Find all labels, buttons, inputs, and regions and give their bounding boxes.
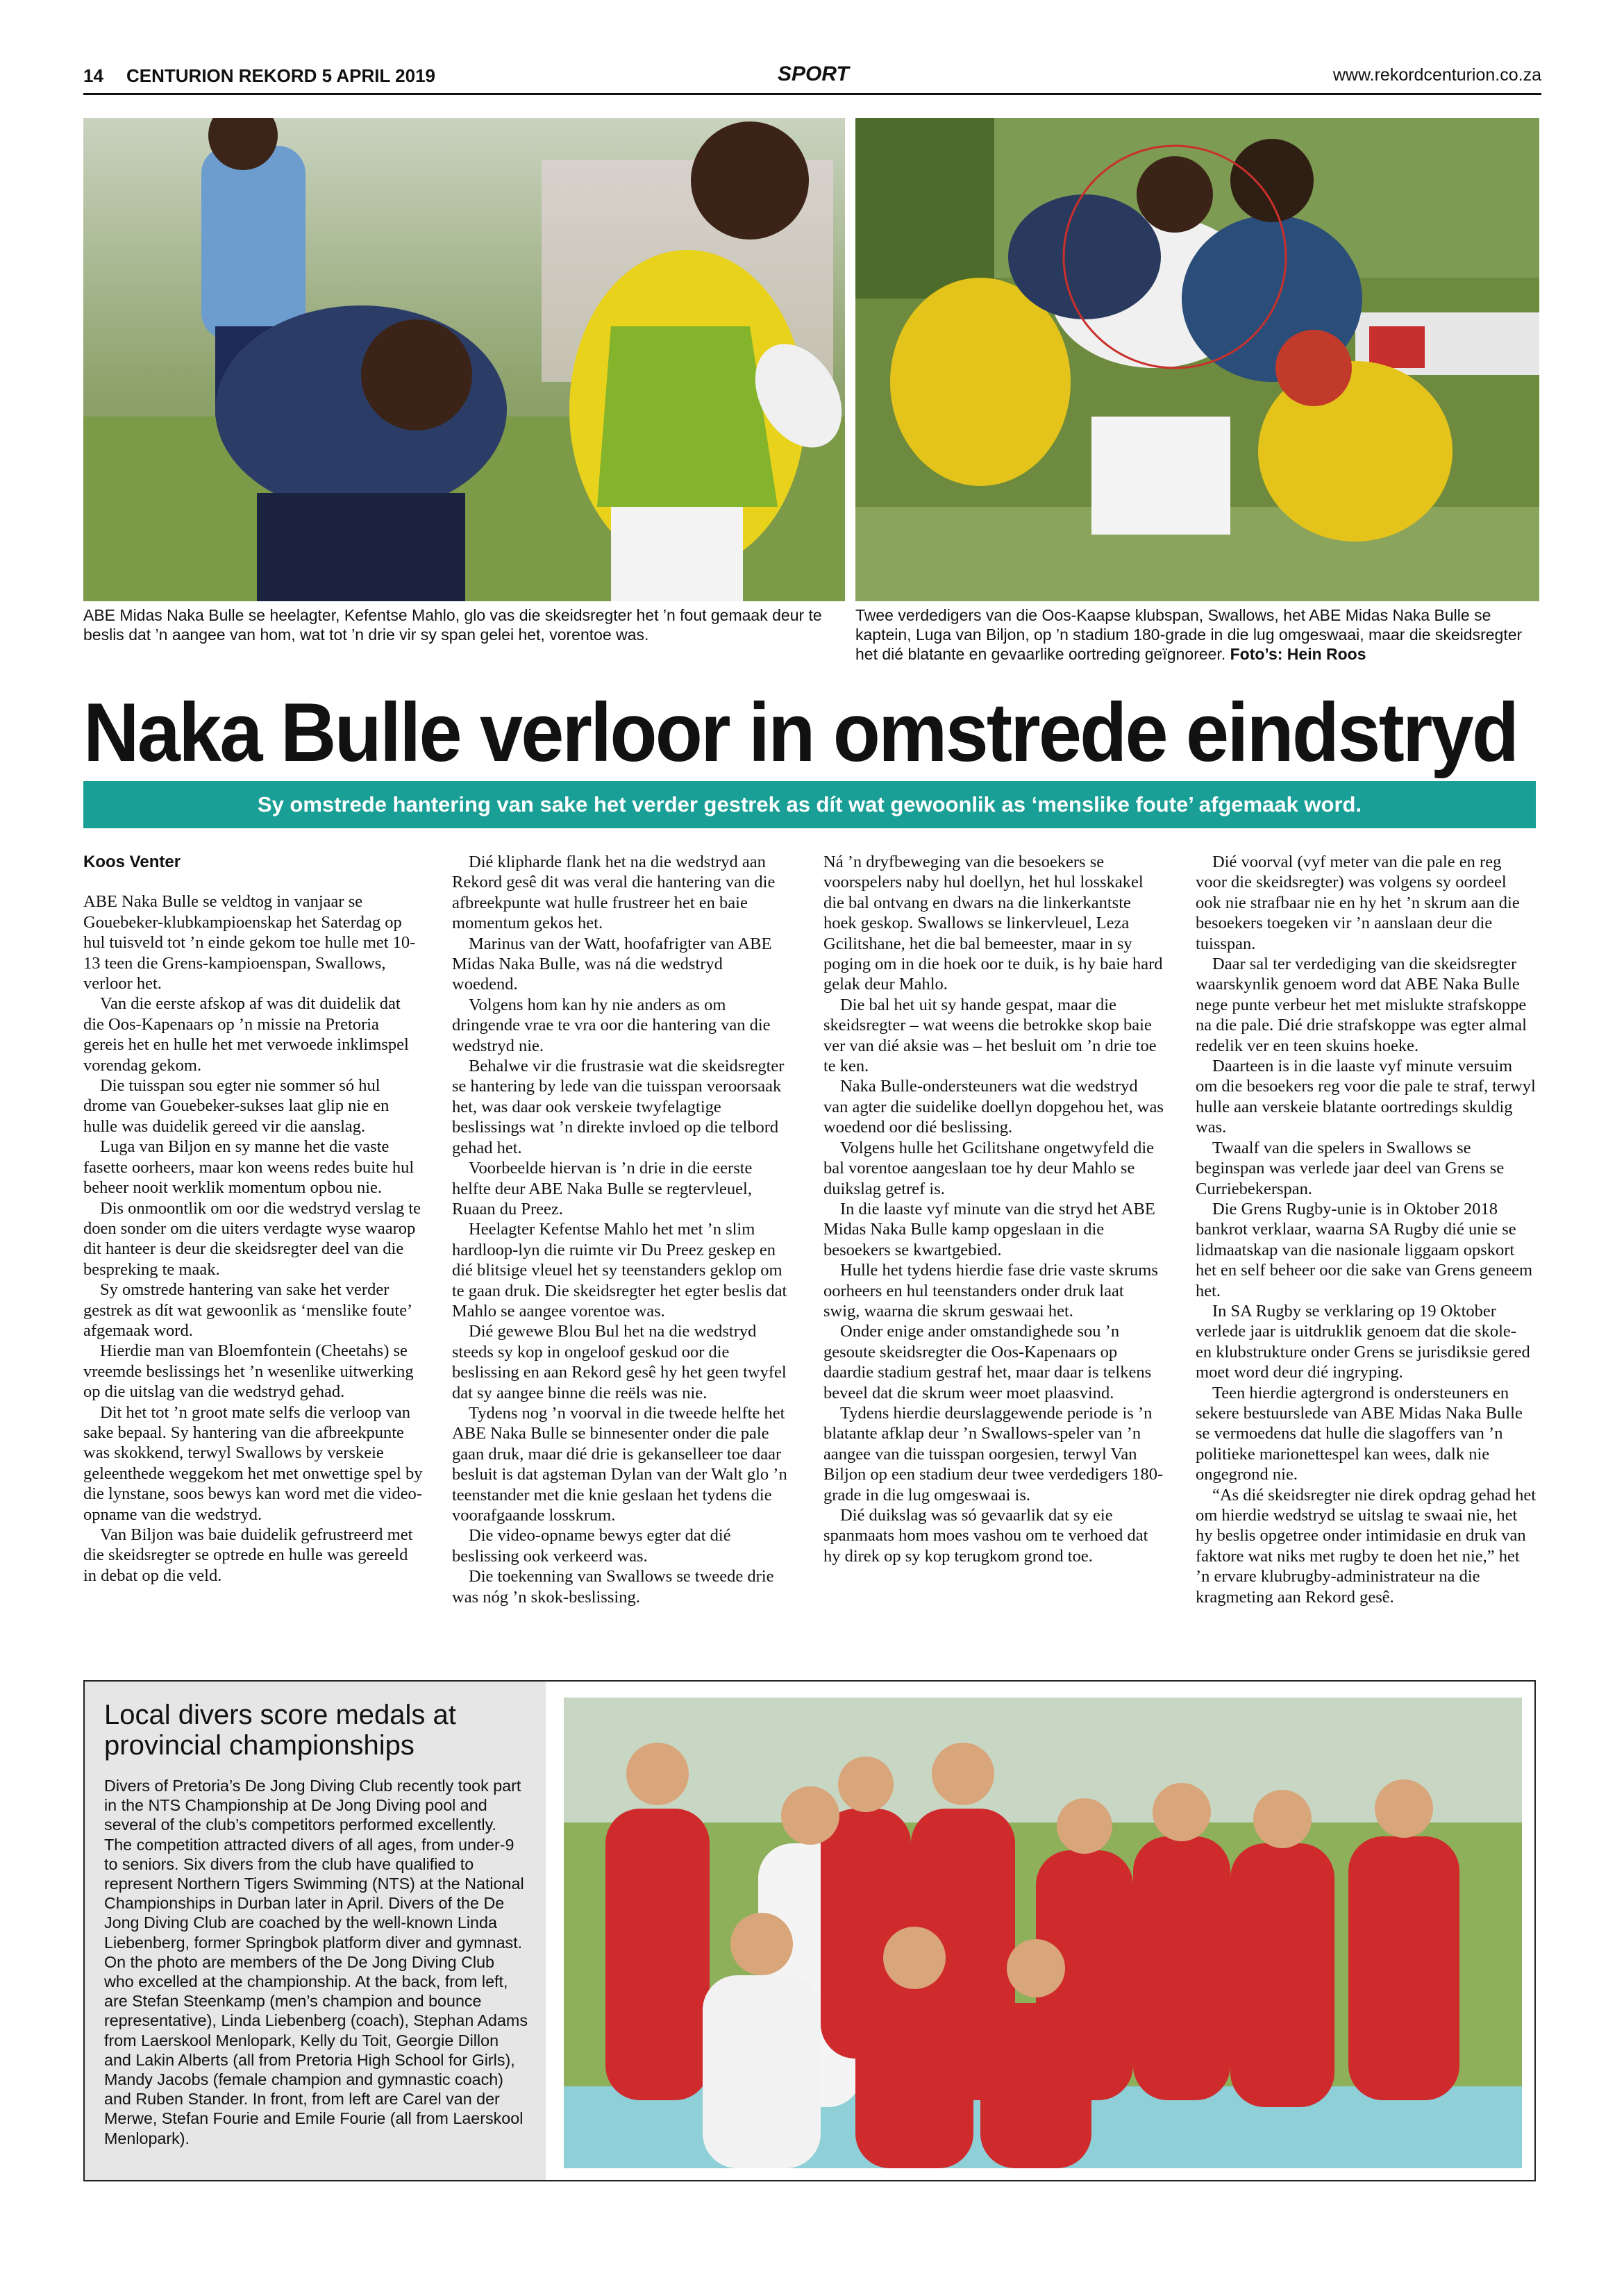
paragraph: Hierdie man van Bloemfontein (Cheetahs) se vreemde beslissings het ’n wesenlike uitwerking op die uitslag van die wedstryd gehad. (83, 1341, 414, 1402)
paragraph: ABE Naka Bulle se veldtog in vanjaar se Gouebeker-klubkampioenskap het Saterdag op hul tuisveld tot ’n einde gekom toe hulle met 10-13 teen die Grens-kampioenspan, Swallows, verloor het. (83, 892, 416, 994)
paragraph: Dit het tot ’n groot mate selfs die verloop van sake bepaal. Sy hantering van die afbreekpunte was skokkend, terwyl Swallows by verskeie geleenthede weggekom het met onwettige spel by die lynstane, soos bewys kan word met die video-opname van die wedstryd. (83, 1402, 423, 1524)
paragraph: Marinus van der Watt, hoofafrigter van ABE Midas Naka Bulle, was ná die wedstryd woedend. (452, 934, 772, 994)
article-column-1 (83, 852, 424, 1586)
paragraph: Sy omstrede hantering van sake het verder gestrek as dít wat gewoonlik as ‘menslike foute’ afgemaak word. (83, 1280, 412, 1340)
paragraph: Onder enige ander omstandighede sou ’n gesoute skeidsregter die Oos-Kapenaars op daardie stadium gestraf het, maar daar is telkens beveel dat die skrum weer moet plaasvind. (823, 1322, 1152, 1402)
paragraph: Volgens hulle het Gcilitshane ongetwyfeld die bal vorentoe aangeslaan toe hy deur Mahlo se duikslag getref is. (823, 1138, 1155, 1198)
paragraph: Volgens hom kan hy nie anders as om dringende vrae te vra oor die hantering van die wedstryd nie. (452, 995, 771, 1055)
rugby-photo-right (855, 118, 1539, 601)
diving-story-body: Divers of Pretoria’s De Jong Diving Club recently took part in the NTS Championship at De Jong Diving pool and several of the club’s competitors performed excellently. The competition attracted divers of all ages, from under-9 to seniors. Six divers from the club have qualified to represent Northern Tigers Swimming (NTS) at the National Championships in Durban later in April. Divers of the De Jong Diving Club are coached by the well-known Linda Liebenberg, former Springbok platform diver and gymnast. On the photo are members of the De Jong Diving Club who excelled at the championship. At the back, from left, are Stefan Steenkamp (men’s champion and bounce representative), Linda Liebenberg (coach), Stephan Adams from Laerskool Menlopark, Kelly du Toit, Georgie Dillon and Lakin Alberts (all from Pretoria High School for Girls), Mandy Jacobs (female champion and gymnastic coach) and Ruben Stander. In front, from left are Carel van der Merwe, Stefan Fourie and Emile Fourie (all from Laerskool Menlopark). (104, 1777, 528, 2147)
header-rule (83, 93, 1541, 95)
paragraph: Die toekenning van Swallows se tweede drie was nóg ’n skok-beslissing. (452, 1567, 774, 1607)
right-caption-text: Twee verdedigers van die Oos-Kaapse klubspan, Swallows, het ABE Midas Naka Bulle se kaptein, Luga van Biljon, op ’n stadium 180-grade in die lug omgeswaai, maar die skeidsregter het dié blatante en gevaarlike oortreding geïgnoreer. (855, 606, 1523, 663)
website-url[interactable]: www.rekordcenturion.co.za (1332, 65, 1541, 85)
paragraph: Die Grens Rugby-unie is in Oktober 2018 bankrot verklaar, waarna SA Rugby dié unie se lidmaatskap van die nasionale liggaam opskort het en self beheer oor die sake van Grens geneem het. (1196, 1199, 1533, 1300)
article-column-2 (452, 852, 792, 1607)
paragraph: Daar sal ter verdediging van die skeidsregter waarskynlik genoem word dat ABE Naka Bulle nege punte verbeur het met mislukte strafskoppe na die pale. Dié drie strafskoppe was egter almal redelik ver en teen skuins hoeke. (1196, 955, 1527, 1055)
paragraph: Daarteen is in die laaste vyf minute versuim om die besoekers reg voor die pale te straf, terwyl hulle aan verskeie blatante oortredings skuldig was. (1196, 1057, 1536, 1137)
diving-story-title: Local divers score medals at provincial championships (104, 1700, 456, 1761)
paragraph: Behalwe vir die frustrasie wat die skeidsregter se hantering by lede van die tuisspan veroorsaak het, was daar ook verskeie twyfelagtige beslissings wat ’n direkte invloed op die telbord gehad het. (452, 1057, 785, 1157)
byline: Koos Venter (83, 853, 181, 871)
paragraph: Tydens nog ’n voorval in die tweede helfte het ABE Naka Bulle se binnesenter onder die pale gaan druk, maar dié drie is gekanselleer toe daar besluit is dat agsteman Dylan van der Walt glo ’n teenstander met die knie geslaan het tydens die voorafgaande losskrum. (452, 1403, 787, 1525)
article-column-4 (1196, 852, 1536, 1607)
article-strapline: Sy omstrede hantering van sake het verder gestrek as dít wat gewoonlik as ‘menslike foute’ afgemaak word. (83, 781, 1536, 828)
paragraph: Twaalf van die spelers in Swallows se beginspan was verlede jaar deel van Grens se Curriebekerspan. (1196, 1138, 1505, 1198)
paragraph: Naka Bulle-ondersteuners wat die wedstryd van agter die suidelike doellyn dopgehou het, was woedend oor dié beslissing. (823, 1077, 1164, 1137)
article-column-3 (823, 852, 1164, 1566)
paragraph: Teen hierdie agtergrond is ondersteuners en sekere bestuurslede van ABE Midas Naka Bulle se vermoedens dat hulle die slagoffers van ’n politieke marionettespel kan wees, dalk nie ongegrond nie. (1196, 1383, 1523, 1484)
paragraph: Die tuisspan sou egter nie sommer só hul drome van Gouebeker-sukses laat glip nie en hulle was duidelik gereed vir die aanslag. (83, 1076, 390, 1136)
page-header (83, 61, 1541, 92)
section-label: SPORT (778, 62, 849, 85)
page-number: 14 (83, 65, 103, 86)
rugby-photo-left (83, 118, 845, 601)
paragraph: Ná ’n dryfbeweging van die besoekers se voorspelers naby hul doellyn, het hul losskakel die bal ontvang en dwars na die linkerkantste hoek geskop. Swallows se linkervleuel, Leza Gcilitshane, het die bal bemeester, maar in sy poging om in die hoek oor te duik, is hy baie hard gelak deur Mahlo. (823, 853, 1163, 994)
paragraph: “As dié skeidsregter nie direk opdrag gehad het om hierdie wedstryd se uitslag te swaai nie, het hy beslis opgetree onder intimidasie en druk van faktore wat niks met rugby te doen het nie,” het ’n ervare klubrugby-administrateur na die kragmeting aan Rekord gesê. (1196, 1485, 1537, 1607)
diving-team-photo (564, 1698, 1522, 2168)
paragraph: Voorbeelde hiervan is ’n drie in die eerste helfte deur ABE Naka Bulle se regtervleuel, Ruaan du Preez. (452, 1159, 753, 1218)
paragraph: In SA Rugby se verklaring op 19 Oktober verlede jaar is uitdruklik genoem dat die skole- en klubstrukture onder Grens se jurisdiksie gered moet word deur dié ingryping. (1196, 1301, 1530, 1382)
paragraph: Heelagter Kefentse Mahlo het met ’n slim hardloop-lyn die ruimte vir Du Preez geskep en dié blitsige vleuel het sy teenstanders geklop om te gaan druk. Die skeidsregter het egter beslis dat Mahlo se aangee vorentoe was. (452, 1220, 787, 1321)
paragraph: Van die eerste afskop af was dit duidelik dat die Oos-Kapenaars op ’n missie na Pretoria gereis het en hulle het met verwoede inklimspel vorendag gekom. (83, 994, 409, 1075)
article-headline: Naka Bulle verloor in omstrede eindstryd (83, 686, 1518, 779)
diving-team-image (564, 1698, 1522, 2168)
paragraph: Luga van Biljon en sy manne het die vaste fasette oorheers, maar kon weens redes buite hul beheer nooit werklik momentum opbou nie. (83, 1137, 415, 1198)
paragraph: Hulle het tydens hierdie fase drie vaste skrums oorheers en hul teenstanders onder druk laat swig, waarna die skrum geswaai het. (823, 1261, 1158, 1321)
right-photo-caption (855, 605, 1539, 664)
paragraph: In die laaste vyf minute van die stryd het ABE Midas Naka Bulle kamp opgeslaan in die besoekers se kwartgebied. (823, 1199, 1155, 1259)
publication-date: CENTURION REKORD 5 APRIL 2019 (126, 65, 435, 86)
rugby-tackle-image (83, 118, 845, 601)
left-photo-caption: ABE Midas Naka Bulle se heelagter, Kefentse Mahlo, glo vas die skeidsregter het ’n fout gemaak deur te beslis dat ’n aangee van hom, wat tot ’n drie vir sy span gelei het, vorentoe was. (83, 606, 822, 644)
paragraph: Dié voorval (vyf meter van die pale en reg voor die skeidsregter) was volgens sy oordeel ook nie strafbaar nie en hy het ’n skrum aan die besoekers toegeken vir ’n aanslaan deur die tuisspan. (1196, 853, 1520, 953)
paragraph: Dié klipharde flank het na die wedstryd aan Rekord gesê dit was veral die hantering van die afbreekpunte wat hulle frustreer het en baie momentum gekos het. (452, 853, 776, 933)
rugby-lift-image (855, 118, 1539, 601)
paragraph: Die bal het uit sy hande gespat, maar die skeidsregter – wat weens die betrokke skop baie ver van dié aksie was – het besluit om ’n drie toe te ken. (823, 995, 1157, 1076)
photo-credit: Foto’s: Hein Roos (1230, 645, 1366, 663)
paragraph: Dié duikslag was só gevaarlik dat sy eie spanmaats hom moes vashou om te verhoed dat hy direk op sy kop terugkom grond toe. (823, 1506, 1148, 1566)
paragraph: Die video-opname bewys egter dat dié beslissing ook verkeerd was. (452, 1526, 731, 1566)
paragraph: Dis onmoontlik om oor die wedstryd verslag te doen sonder om die uiters verdagte wyse waarop dit hanteer is deur die skeidsregter deel van die bespreking te maak. (83, 1198, 421, 1279)
paragraph: Dié gewewe Blou Bul het na die wedstryd steeds sy kop in ongeloof geskud oor die beslissing en aan Rekord gesê hy het geen twyfel dat sy aangee binne die reëls was nie. (452, 1322, 787, 1402)
paragraph: Van Biljon was baie duidelik gefrustreerd met die skeidsregter se optrede en hulle was gereeld in debat op die veld. (83, 1525, 413, 1585)
paragraph: Tydens hierdie deurslaggewende periode is ’n blatante afklap deur ’n Swallows-speler van ’n aangee van die tuisspan oorgesien, terwyl Van Biljon op een stadium deur twee verdedigers 180-grade in die lug omgeswaai is. (823, 1403, 1164, 1505)
